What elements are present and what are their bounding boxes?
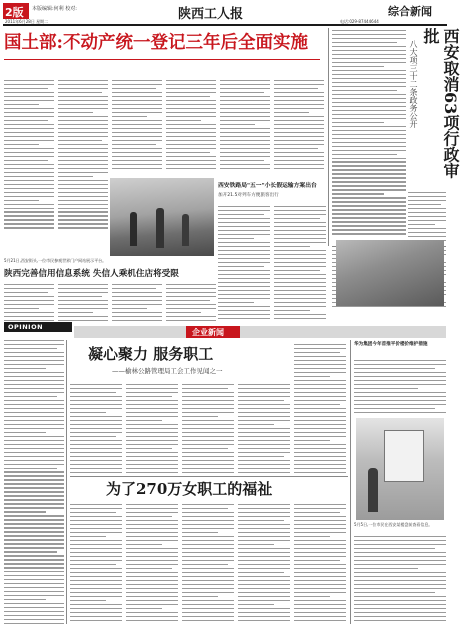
lead-headline: 国土部:不动产统一登记三年后全面实施 — [4, 33, 308, 53]
bottom-article-rule — [70, 476, 348, 477]
right-lower-photo — [356, 418, 444, 520]
lead-body-col-3 — [112, 80, 162, 175]
credit-body-col-3 — [112, 284, 162, 326]
feature-right-divider — [350, 340, 351, 624]
opinion-col-text — [4, 340, 64, 624]
right-lower-photo-caption: 5月5日,一位市民在西安某楼盘前查看信息。 — [354, 522, 433, 527]
mid-subhead: 加开21.5对列车方便旅客出行 — [218, 193, 279, 198]
lead-body-col-4 — [166, 80, 216, 175]
bottom-col-2 — [126, 504, 178, 624]
bottom-headline-box — [72, 478, 348, 502]
right-lower-col-text — [354, 360, 446, 416]
vertical-sub-text: 八大项三十二条政务公开 — [409, 40, 418, 128]
mid-headline: 西安铁路局"五一"小长假运输方案出台 — [218, 183, 317, 189]
lead-headline-box — [4, 30, 322, 76]
feature-col-3 — [182, 384, 234, 474]
feature-headline: 凝心聚力 服务职工 — [88, 345, 214, 363]
right-column-divider — [328, 28, 329, 246]
credit-body-col-4 — [166, 284, 216, 326]
mid-headline-box — [218, 182, 328, 206]
lead-body-col-6 — [274, 80, 324, 175]
bottom-col-5 — [294, 504, 346, 624]
right-lower-headline: 华为集团今年首推平价楼价维护措施 — [354, 342, 428, 347]
lead-body-col-2 — [58, 80, 108, 236]
bottom-col-1 — [70, 504, 122, 624]
section-band — [4, 326, 446, 338]
feature-col-4 — [238, 384, 290, 474]
right-news-photo — [336, 240, 444, 306]
feature-col-2 — [126, 384, 178, 474]
contact-line: 电话:029-87444644 — [340, 19, 379, 24]
feature-headline-box — [72, 344, 308, 382]
right-vertical-headline — [420, 28, 460, 184]
feature-col-1 — [70, 384, 122, 474]
right-col-text-1 — [332, 30, 406, 242]
credit-news-headline: 陕西完善信用信息系统 失信人乘机住店将受限 — [4, 269, 179, 279]
feature-col-5 — [294, 344, 346, 474]
opinion-divider — [66, 340, 67, 624]
photo-figure-1 — [130, 212, 137, 246]
credit-body-col-2 — [58, 284, 108, 326]
opinion-tag-label: OPINION — [8, 323, 44, 331]
street-photo-caption: 5月21日,西安街头,一位市民参观世界门户网站展示平台。 — [4, 258, 107, 263]
lead-headline-rule — [4, 59, 320, 60]
section-title: 综合新闻 — [388, 5, 432, 18]
mid-body-col-2 — [274, 206, 326, 322]
credit-body-col-1 — [4, 284, 54, 326]
newspaper-logo: 陕西工人报 — [178, 7, 244, 22]
section-band-label: 企业新闻 — [192, 327, 224, 337]
masthead — [0, 0, 450, 22]
right-lower-headline-box — [354, 342, 446, 358]
feature-subhead: ——榆林公路管理局工会工作见闻之一 — [112, 367, 223, 375]
mid-body-col-1 — [218, 206, 270, 322]
photo-sign-board — [384, 430, 424, 482]
section-band-bg — [74, 326, 446, 338]
lead-body-col-5 — [220, 80, 270, 175]
masthead-rule — [3, 24, 447, 26]
photo-person — [368, 468, 378, 512]
bottom-col-3 — [182, 504, 234, 624]
right-vertical-sub — [408, 40, 420, 190]
vertical-headline-text: 西安取消63项行政审批 — [421, 28, 460, 179]
right-lower-col-text-2 — [354, 536, 446, 624]
page-number: 2版 — [5, 6, 24, 19]
photo-figure-3 — [182, 214, 189, 246]
photo-figure-2 — [156, 208, 164, 248]
bottom-headline: 为了270万女职工的福祉 — [106, 480, 273, 498]
right-col-text-2 — [408, 192, 446, 244]
credit-news-headline-box — [4, 268, 216, 282]
date-line: 2011年6月28日 星期二 — [5, 19, 49, 24]
lead-body-col-1 — [4, 80, 54, 236]
bottom-col-4 — [238, 504, 290, 624]
editor-line: 本版编辑:何利 校对: — [32, 6, 77, 12]
street-photo — [110, 178, 214, 256]
